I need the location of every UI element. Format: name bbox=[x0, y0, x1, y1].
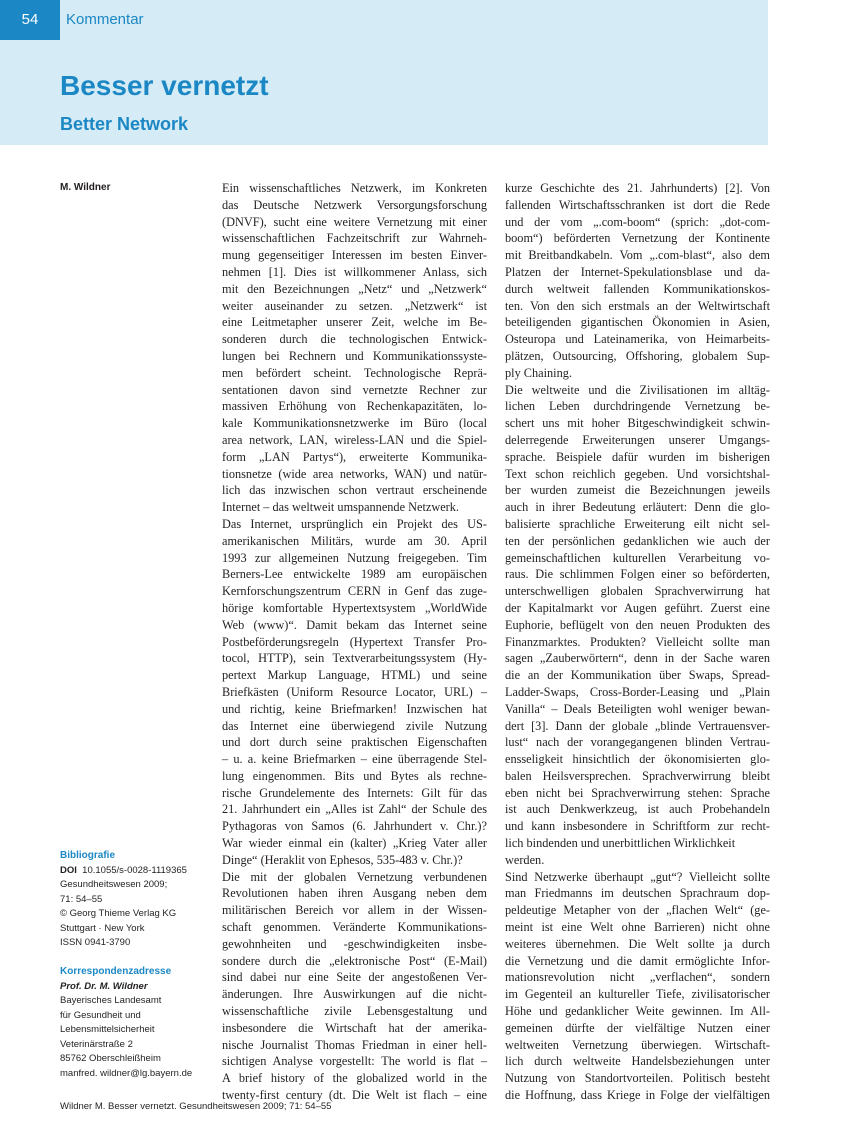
correspondence-line: für Gesundheit und bbox=[60, 1009, 141, 1021]
body-text-line: Revolutionen haben ihren Ausgang neben dem bbox=[222, 886, 487, 901]
body-text-line: form „LAN Partys“), erweiterte Kommunika- bbox=[222, 449, 487, 464]
bibliography-heading: Bibliografie bbox=[60, 850, 116, 861]
correspondence-line: 85762 Oberschleißheim bbox=[60, 1053, 161, 1064]
body-text-line: kale Kommunikationsnetzwerke im Büro (local bbox=[222, 416, 487, 431]
correspondence-name: Prof. Dr. M. Wildner bbox=[60, 980, 148, 992]
body-text-line: sind dabei nur eine Seite der angestoßenen Ver- bbox=[222, 970, 487, 985]
body-text-line: lich bindenden und unerbittlichen Wirklichkeit bbox=[505, 836, 736, 851]
body-text-line: schaft genommen. Veränderte Kommunikations- bbox=[222, 920, 487, 935]
body-text-line: die an der Kommunikation über Swaps, Spread- bbox=[505, 668, 770, 683]
body-text-line: Postbeförderungsregeln (Hypertext Transfer Pro- bbox=[222, 634, 487, 649]
body-text-line: 1993 zur allgemeinen Nutzung freigegeben. Tim bbox=[222, 550, 487, 565]
body-text-line: hörige komfortable Hypertextsystem „WorldWide bbox=[222, 600, 487, 615]
body-text-line: men befördert scheint. Technologische Reprä- bbox=[222, 365, 487, 380]
body-text-line: ber wurden zumeist die Bezeichnungen jeweils bbox=[505, 483, 770, 498]
body-text-line: lust“ nach der vorangegangenen blinden Vertrau- bbox=[505, 735, 770, 750]
body-text-line: Briefkästen (Uniform Resource Locator, URL) – bbox=[222, 684, 487, 699]
body-text-line: der Kapitalmarkt vor Augen geführt. Zuerst eine bbox=[505, 600, 770, 615]
body-text-line: peldeutige Metapher von der „flachen Welt“ (ge- bbox=[505, 903, 770, 918]
body-text-line: Höhe und gedanklicher Weite gewinnen. Im All- bbox=[505, 1004, 770, 1019]
correspondence-line: Lebensmittelsicherheit bbox=[60, 1024, 155, 1035]
body-text-line: meint ist eine Welt ohne Barrieren) nicht ohne bbox=[505, 920, 770, 935]
correspondence-line: Bayerisches Landesamt bbox=[60, 995, 162, 1006]
body-text-line: man Friedmanns im deutschen Sprachraum dop- bbox=[505, 886, 770, 901]
body-text-line: kurze Geschichte des 21. Jahrhunderts) [2]. Von bbox=[505, 181, 770, 195]
body-text-line: lung eingenommen. Bits und Bytes als rechne- bbox=[222, 768, 487, 783]
body-text-line: weiter auseinander zu setzen. „Netzwerk“ ist bbox=[222, 298, 487, 313]
body-text-line: die Hoffnung, dass Kriege in Folge der vielfältigen bbox=[505, 1088, 770, 1103]
body-text-line: balisierte sprachliche Erweiterung eilt nicht sel- bbox=[505, 516, 770, 531]
doi-line bbox=[60, 864, 210, 879]
body-text-line: Ladder-Swaps, Cross-Border-Leasing und „Plain bbox=[505, 684, 770, 699]
running-footer: Wildner M. Besser vernetzt. Gesundheitswesen 2009; 71: 54–55 bbox=[60, 1101, 332, 1112]
body-text-line: sonderen durch die technologischen Entwick- bbox=[222, 332, 487, 347]
body-text-line: werden. bbox=[505, 852, 545, 867]
body-text-line: sprache. Beispiele dafür wurden im bisherigen bbox=[505, 449, 770, 464]
body-text-line: wissenschaftlichen Fachzeitschrift zur Wahrneh- bbox=[222, 231, 487, 246]
page-number: 54 bbox=[0, 0, 60, 40]
body-text-line: balen Heilsversprechen. Sprachverwirrung bleibt bbox=[505, 768, 770, 783]
body-text-line: raus. Die schlimmen Folgen einer so beförderten, bbox=[505, 567, 770, 582]
body-text-line: schert uns mit hoher Bitgeschwindigkeit schwin- bbox=[505, 416, 770, 431]
body-text-line: ten der persönlichen gedanklichen wie auch der bbox=[505, 533, 770, 548]
body-text-line: insbesondere die Wirtschaft hat der amerika- bbox=[222, 1020, 487, 1035]
body-text-line: sagen „Zauberwörtern“, denn in der Sache waren bbox=[505, 651, 770, 666]
bibliography-line: © Georg Thieme Verlag KG bbox=[60, 908, 177, 919]
body-text-line: tionsnetze (wide area networks, WAN) und natür- bbox=[222, 466, 487, 481]
body-text-line: das Internet eine überwiegend zivile Nutzung bbox=[222, 718, 487, 733]
body-text-line: weiteres übernehmen. Die Welt sollte ja durch bbox=[505, 936, 770, 951]
body-text-line: Euphorie, beflügelt von den neuen Produkten des bbox=[505, 617, 770, 632]
body-text-line: und richtig, keine Briefmarken! Inzwischen hat bbox=[222, 701, 487, 716]
body-text-line: twenty-first century (dt. Die Welt ist flach – eine bbox=[222, 1088, 487, 1103]
body-text-line: massiven Erhöhung von Rechenkapazitäten, lo- bbox=[222, 399, 487, 414]
body-column-right bbox=[505, 180, 770, 1104]
body-text-line: Die weltweite und die Zivilisationen im alltäg- bbox=[505, 382, 770, 397]
body-text-line: mationsrevolution nicht „verflachen“, sondern bbox=[505, 970, 770, 985]
body-text-line: im Gegenteil an kultureller Tiefe, zivilisatorischer bbox=[505, 987, 770, 1002]
body-text-line: Internet – das weltweit umspannende Netzwerk. bbox=[222, 500, 459, 515]
body-text-line: mit den Bezeichnungen „Netz“ und „Netzwerk“ bbox=[222, 281, 487, 296]
bibliography-line: 71: 54–55 bbox=[60, 893, 103, 905]
body-text-line: und dort durch seine praktischen Eigenschaften bbox=[222, 735, 487, 750]
doi-value: 10.1055/s-0028-1119365 bbox=[82, 864, 187, 876]
body-text-line: – u. a. keine Briefmarken – eine überragende Stel- bbox=[222, 752, 487, 767]
body-column-left bbox=[222, 180, 487, 1104]
article-title: Besser vernetzt bbox=[60, 70, 269, 101]
body-text-line: boom“) beförderten Vernetzung der Kontinente bbox=[505, 231, 770, 246]
body-text-line: durch weltweit fallenden Kommunikationskos- bbox=[505, 281, 770, 296]
body-text-line: nische Journalist Thomas Friedman in einer hell- bbox=[222, 1037, 487, 1052]
body-text-line: Platzen der Internet-Spekulationsblase und da- bbox=[505, 264, 770, 279]
body-text-line: Dinge“ (Heraklit von Ephesos, 535-483 v. Chr.)? bbox=[222, 852, 463, 867]
body-text-line: ply Chaining. bbox=[505, 365, 572, 380]
body-text-line: auch in ihrer Bedeutung erläutert: Denn die glo- bbox=[505, 500, 770, 515]
body-text-line: ten. Von den sich erstmals an der Weltwirtschaft bbox=[505, 298, 770, 313]
body-text-line: Osteuropa und Lateinamerika, von Heimarbeits- bbox=[505, 332, 770, 347]
body-text-line: die Vernetzung und die damit ermöglichte Infor- bbox=[505, 953, 770, 968]
body-text-line: gemeinen dürfte der vielfältige Nutzen einer bbox=[505, 1020, 770, 1035]
correspondence-heading: Korrespondenzadresse bbox=[60, 966, 172, 977]
correspondence-box bbox=[60, 965, 210, 1081]
body-text-line: Sind Netzwerke überhaupt „gut“? Vielleicht sollte bbox=[505, 869, 770, 884]
author-name: M. Wildner bbox=[60, 182, 111, 193]
body-text-line: rische Grundelemente des Internets: Gilt für das bbox=[222, 785, 487, 800]
body-text-line: beteiligenden gigantischen Ökonomien in Asien, bbox=[505, 315, 770, 330]
body-text-line: lich durch weltweite Handelsbeziehungen unter bbox=[505, 1054, 770, 1069]
body-text-line: und der vom „.com-boom“ (sprich: „dot-com- bbox=[505, 214, 770, 229]
body-text-line: (DNVF), sucht eine weitere Vernetzung mit einer bbox=[222, 214, 487, 229]
article-subtitle: Better Network bbox=[60, 114, 189, 134]
body-text-line: gewohnheiten und -geschwindigkeiten insbe- bbox=[222, 936, 487, 951]
body-text-line: tocol, HTTP), sein Textverarbeitungssystem (Hy- bbox=[222, 651, 487, 666]
body-text-line: Ein wissenschaftliches Netzwerk, im Konkreten bbox=[222, 181, 487, 195]
body-text-line: fallenden Wirtschaftsschranken ist dort die Rede bbox=[505, 197, 770, 212]
section-label: Kommentar bbox=[66, 11, 144, 28]
correspondence-email: manfred. wildner@lg.bayern.de bbox=[60, 1067, 193, 1079]
body-text-line: militärischen Bereich vor allem in der Wissen- bbox=[222, 903, 487, 918]
body-text-line: delerregende Erweiterungen unserer Umgangs- bbox=[505, 432, 770, 447]
body-text-line: War wieder einmal ein (kalter) „Krieg Vater aller bbox=[222, 836, 487, 851]
body-text-line: plätzen, Outsourcing, Offshoring, globalem Sup- bbox=[505, 348, 770, 363]
body-text-line: pertext Markup Language, HTML) und seine bbox=[222, 668, 487, 683]
body-text-line: weltweiten Vernetzung überwiegen. Wirtschaft- bbox=[505, 1037, 770, 1052]
body-text-line: das Deutsche Netzwerk Versorgungsforschung bbox=[222, 197, 487, 212]
body-text-line: Pythagoras von Samos (6. Jahrhundert v. Chr.)? bbox=[222, 819, 487, 834]
body-text-line: Web (www)“. Damit bekam das Internet seine bbox=[222, 617, 487, 632]
body-text-line: änderungen. Ihre Auswirkungen auf die nicht- bbox=[222, 987, 487, 1002]
doi-label: DOI bbox=[60, 864, 77, 876]
body-text-line: unterschwelligen globalen Sprachverwirrung hat bbox=[505, 584, 770, 599]
body-text-line: Das Internet, ursprünglich ein Projekt des US- bbox=[222, 516, 487, 531]
body-text-line: Vanilla“ – Deals Beteiligten wohl weniger bewan- bbox=[505, 701, 770, 716]
bibliography-line: ISSN 0941-3790 bbox=[60, 937, 131, 948]
body-text-line: lichen Leben durchdringende Vernetzung be- bbox=[505, 399, 770, 414]
body-text-line: area network, LAN, wireless-LAN und die Spiel- bbox=[222, 432, 487, 447]
body-text-line: dert [3]. Dann der globale „blinde Vertrauensver- bbox=[505, 718, 770, 733]
body-text-line: eine Leitmetapher unserer Zeit, welche im Be- bbox=[222, 315, 487, 330]
body-text-line: ensseligkeit hinsichtlich der ökonomisierten glo- bbox=[505, 752, 770, 767]
body-text-line: mit Breitbandkabeln. Vom „.com-blast“, also dem bbox=[505, 248, 770, 263]
body-text-line: Finanzmarktes. Produkten? Vielleicht sollte man bbox=[505, 634, 770, 649]
body-text-line: 21. Jahrhundert ein „Alles ist Zahl“ der Schule des bbox=[222, 802, 487, 817]
body-text-line: mung gegenseitiger Interessen im besten Einver- bbox=[222, 248, 487, 263]
body-text-line: Nutzung von Standortvorteilen. Politisch besteht bbox=[505, 1071, 770, 1086]
body-text-line: eben nicht bei Sprachverwirrung stehen: Sprache bbox=[505, 785, 770, 800]
body-text-line: Text schon reichlich gegeben. Und vorsichtshal- bbox=[505, 466, 770, 481]
body-text-line: Kernforschungszentrum CERN in Genf das zuge- bbox=[222, 584, 487, 599]
body-text-line: ist auch Denkwerkzeug, ist auch Probehandeln bbox=[505, 802, 770, 817]
bibliography-line: Gesundheitswesen 2009; bbox=[60, 879, 168, 890]
body-text-line: amerikanischen Militärs, wurde am 30. April bbox=[222, 533, 487, 548]
body-text-line: lich das inzwischen schon vertraut erscheinende bbox=[222, 483, 487, 498]
bibliography-line: Stuttgart · New York bbox=[60, 922, 145, 934]
body-text-line: sichtigen Analyse vorgestellt: The world is flat – bbox=[222, 1054, 487, 1069]
body-text-line: lungen bei Rechnern und Kommunikationssyste- bbox=[222, 348, 487, 363]
body-text-line: A brief history of the globalized world in the bbox=[222, 1071, 487, 1086]
body-text-line: gemeinschaftlichen kulturellen Verarbeitung vo- bbox=[505, 550, 770, 565]
body-text-line: Die mit der globalen Vernetzung verbundenen bbox=[222, 869, 487, 884]
bibliography-box bbox=[60, 849, 210, 951]
body-text-line: sentationen davon sind vernetzte Rechner zur bbox=[222, 382, 487, 397]
body-text-line: sondere durch die „elektronische Post“ (E-Mail) bbox=[222, 953, 487, 968]
correspondence-line: Veterinärstraße 2 bbox=[60, 1038, 133, 1050]
body-text-line: Berners-Lee entwickelte 1989 am europäischen bbox=[222, 567, 487, 582]
body-text-line: und kann insbesondere in Schriftform zur recht- bbox=[505, 819, 770, 834]
body-text-line: nehmen [1]. Dies ist willkommener Anlass, sich bbox=[222, 264, 487, 279]
body-text-line: wissenschaftliche zivile Lebensgestaltung und bbox=[222, 1004, 487, 1019]
